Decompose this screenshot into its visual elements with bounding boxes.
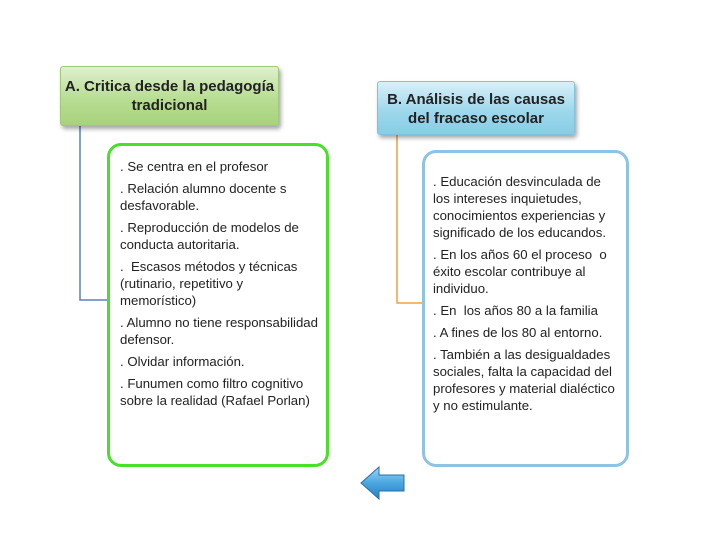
list-item: . Funumen como filtro cognitivo sobre la realidad (Rafael Porlan) xyxy=(120,376,310,408)
list-item: . En los años 60 el proceso o éxito escolar contribuye al individuo. xyxy=(433,247,611,296)
list-item: . Reproducción de modelos de conducta autoritaria. xyxy=(120,220,303,252)
back-button[interactable] xyxy=(359,463,407,508)
list-item: . Se centra en el profesor xyxy=(120,159,269,174)
list-item: . En los años 80 a la familia xyxy=(433,303,598,318)
header-analisis-causas xyxy=(377,81,575,135)
list-item: . Olvidar información. xyxy=(120,354,245,369)
list-item: . Escasos métodos y técnicas (rutinario, repetitivo y memorístico) xyxy=(120,259,302,308)
list-item: . Relación alumno docente s desfavorable. xyxy=(120,181,291,213)
content-box-b xyxy=(422,150,629,467)
list-item: . A fines de los 80 al entorno. xyxy=(433,325,603,340)
list-item: . Alumno no tiene responsabilidad defensor. xyxy=(120,315,322,347)
content-box-a xyxy=(107,143,329,467)
list-item: . También a las desigualdades sociales, falta la capacidad del profesores y material dialéctico y no estimulante. xyxy=(433,347,619,413)
left-arrow-icon xyxy=(359,463,407,503)
list-item: . Educación desvinculada de los intereses inquietudes, conocimientos experiencias y significado de los educandos. xyxy=(433,174,609,240)
header-b-title: B. Análisis de las causas del fracaso escolar xyxy=(387,91,565,127)
header-a-title: A. Critica desde la pedagogía tradicional xyxy=(64,78,275,114)
header-critica-pedagogia xyxy=(60,66,279,126)
